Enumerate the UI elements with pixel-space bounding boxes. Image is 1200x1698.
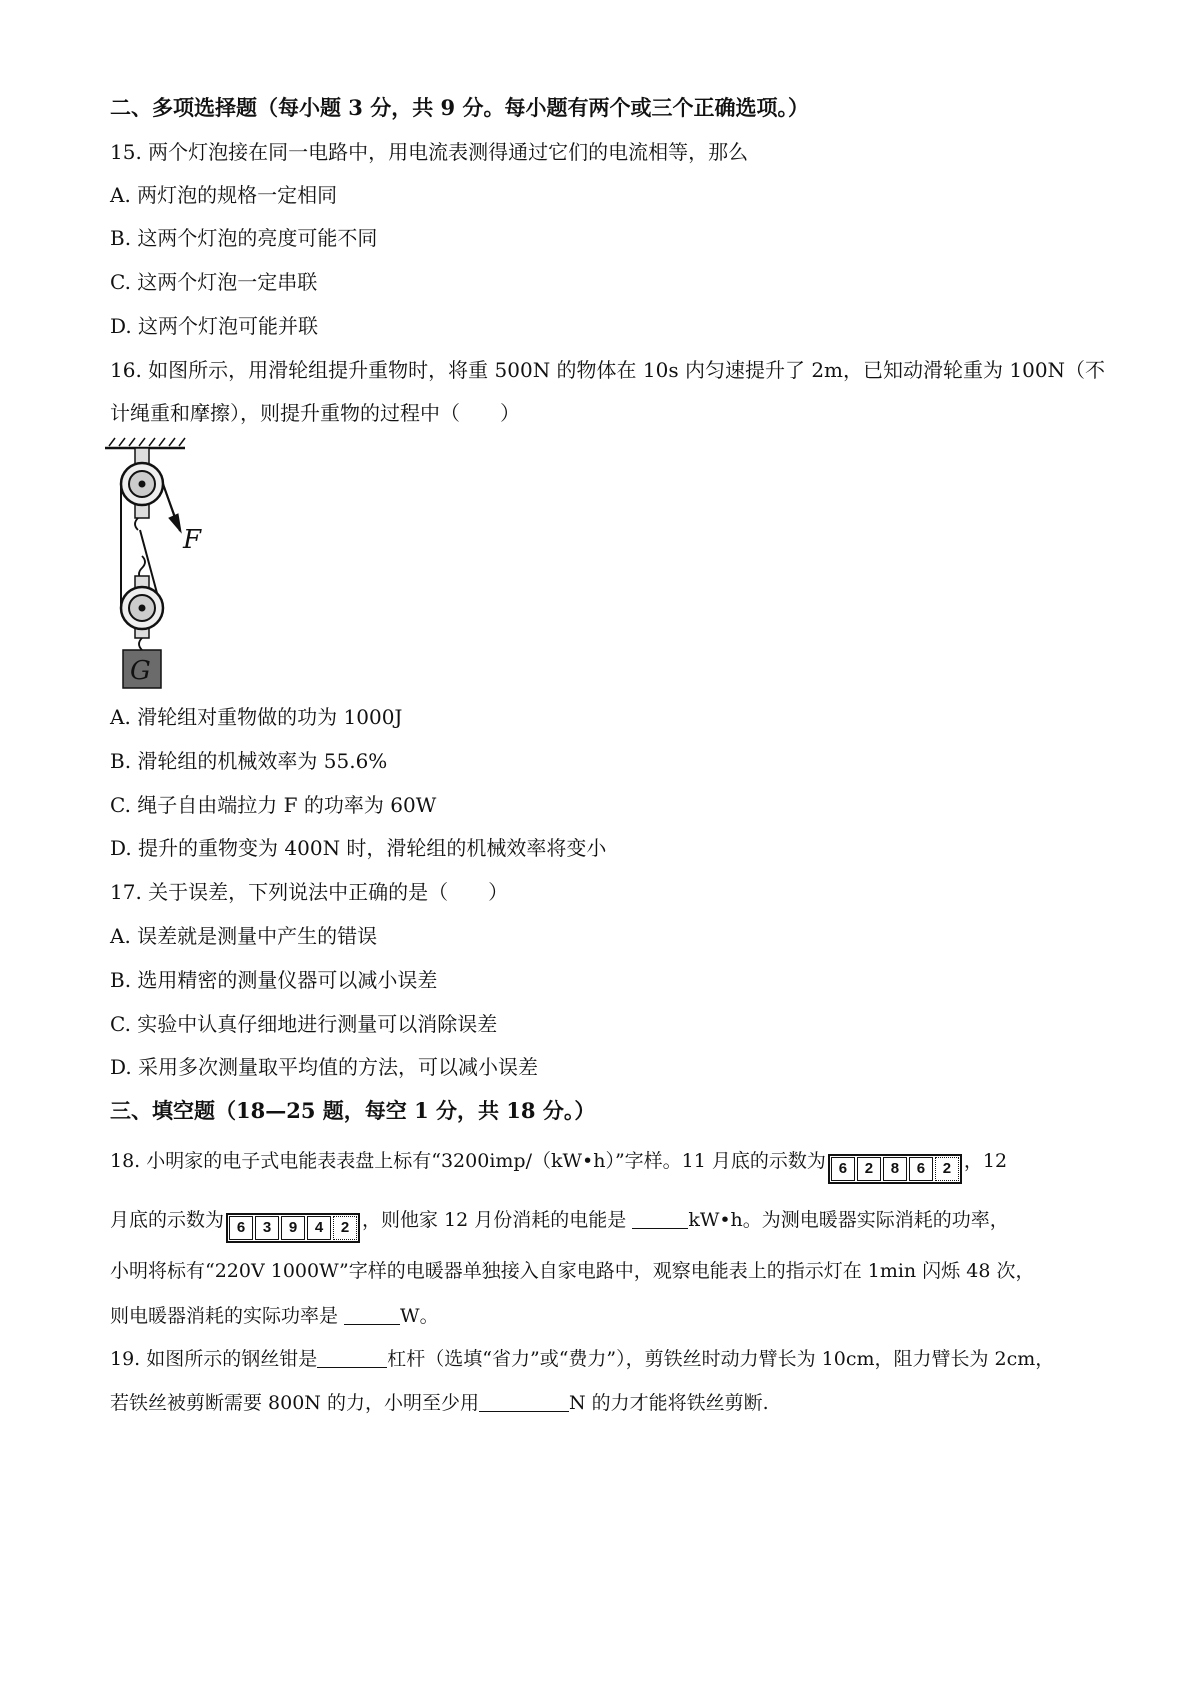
q18-line2 bbox=[110, 1206, 1009, 1243]
q17-option-a: A. 误差就是测量中产生的错误 bbox=[110, 924, 378, 948]
force-label: F bbox=[183, 525, 202, 555]
q18-blank-energy[interactable] bbox=[632, 1208, 688, 1229]
q19-line1b: 杠杆（选填“省力”或“费力”），剪铁丝时动力臂长为 10cm，阻力臂长为 2cm， bbox=[387, 1348, 1055, 1370]
q18-part5: kW•h。为测电暖器实际消耗的功率， bbox=[688, 1209, 1009, 1231]
meter1-decimal-digit: 2 bbox=[935, 1157, 959, 1181]
section-2-heading: 二、多项选择题（每小题 3 分，共 9 分。每小题有两个或三个正确选项。） bbox=[110, 95, 809, 120]
q19-line2b: N 的力才能将铁丝剪断. bbox=[568, 1392, 769, 1414]
q16-option-d: D. 提升的重物变为 400N 时，滑轮组的机械效率将变小 bbox=[110, 836, 607, 860]
q18-part4: ，则他家 12 月份消耗的电能是 bbox=[362, 1209, 633, 1231]
q15-stem: 15. 两个灯泡接在同一电路中，用电流表测得通过它们的电流相等，那么 bbox=[110, 140, 749, 164]
q16-option-a: A. 滑轮组对重物做的功为 1000J bbox=[110, 705, 403, 729]
meter1-digit: 2 bbox=[857, 1157, 881, 1181]
q17-stem: 17. 关于误差，下列说法中正确的是（ ） bbox=[110, 880, 509, 904]
q17-option-d: D. 采用多次测量取平均值的方法，可以减小误差 bbox=[110, 1055, 539, 1079]
q18-line4 bbox=[110, 1302, 439, 1330]
meter2-digit: 9 bbox=[281, 1216, 305, 1240]
q18-part2: ，12 bbox=[963, 1150, 1008, 1172]
force-arrow bbox=[163, 484, 181, 532]
q19-blank-lever-type[interactable] bbox=[317, 1347, 387, 1368]
q18-line4b: W。 bbox=[400, 1305, 439, 1327]
meter2-digit: 3 bbox=[255, 1216, 279, 1240]
q16-option-b: B. 滑轮组的机械效率为 55.6% bbox=[110, 749, 388, 773]
fixed-pulley bbox=[121, 448, 163, 530]
q18-line3: 小明将标有“220V 1000W”字样的电暖器单独接入自家电路中，观察电能表上的指示灯在 1min 闪烁 48 次， bbox=[110, 1260, 1035, 1282]
q19-line1 bbox=[110, 1345, 1054, 1373]
q15-option-d: D. 这两个灯泡可能并联 bbox=[110, 314, 319, 338]
meter-reading-november bbox=[828, 1154, 962, 1184]
q17-option-c: C. 实验中认真仔细地进行测量可以消除误差 bbox=[110, 1012, 498, 1036]
q18-line4a: 则电暖器消耗的实际功率是 bbox=[110, 1305, 345, 1327]
section-3-heading: 三、填空题（18—25 题，每空 1 分，共 18 分。） bbox=[110, 1098, 596, 1123]
q18-part3: 月底的示数为 bbox=[110, 1209, 225, 1231]
movable-pulley bbox=[121, 556, 163, 650]
pulley-figure bbox=[105, 436, 225, 691]
q18-line1 bbox=[110, 1147, 1007, 1184]
q18-part1: 18. 小明家的电子式电能表表盘上标有“3200imp/（kW•h）”字样。11 月底的示数为 bbox=[110, 1150, 826, 1172]
q16-option-c: C. 绳子自由端拉力 F 的功率为 60W bbox=[110, 793, 437, 817]
q19-blank-force[interactable] bbox=[479, 1391, 569, 1412]
q17-option-b: B. 选用精密的测量仪器可以减小误差 bbox=[110, 968, 438, 992]
meter1-digit: 6 bbox=[831, 1157, 855, 1181]
q19-line2 bbox=[110, 1389, 769, 1417]
q16-stem-line1: 16. 如图所示，用滑轮组提升重物时，将重 500N 的物体在 10s 内匀速提升了 2m，已知动滑轮重为 100N（不 bbox=[110, 358, 1106, 382]
ceiling-hatch bbox=[105, 438, 185, 448]
meter2-digit: 4 bbox=[307, 1216, 331, 1240]
q15-option-b: B. 这两个灯泡的亮度可能不同 bbox=[110, 226, 378, 250]
meter1-digit: 6 bbox=[909, 1157, 933, 1181]
meter2-decimal-digit: 2 bbox=[333, 1216, 357, 1240]
q19-line2a: 若铁丝被剪断需要 800N 的力，小明至少用 bbox=[110, 1392, 479, 1414]
weight-label: G bbox=[130, 656, 151, 686]
q15-option-a: A. 两灯泡的规格一定相同 bbox=[110, 183, 338, 207]
q18-blank-power[interactable] bbox=[344, 1304, 400, 1325]
meter1-digit: 8 bbox=[883, 1157, 907, 1181]
q19-line1a: 19. 如图所示的钢丝钳是 bbox=[110, 1348, 318, 1370]
meter-reading-december bbox=[226, 1213, 360, 1243]
meter2-digit: 6 bbox=[229, 1216, 253, 1240]
q15-option-c: C. 这两个灯泡一定串联 bbox=[110, 270, 318, 294]
q16-stem-line2: 计绳重和摩擦），则提升重物的过程中（ ） bbox=[110, 401, 520, 425]
